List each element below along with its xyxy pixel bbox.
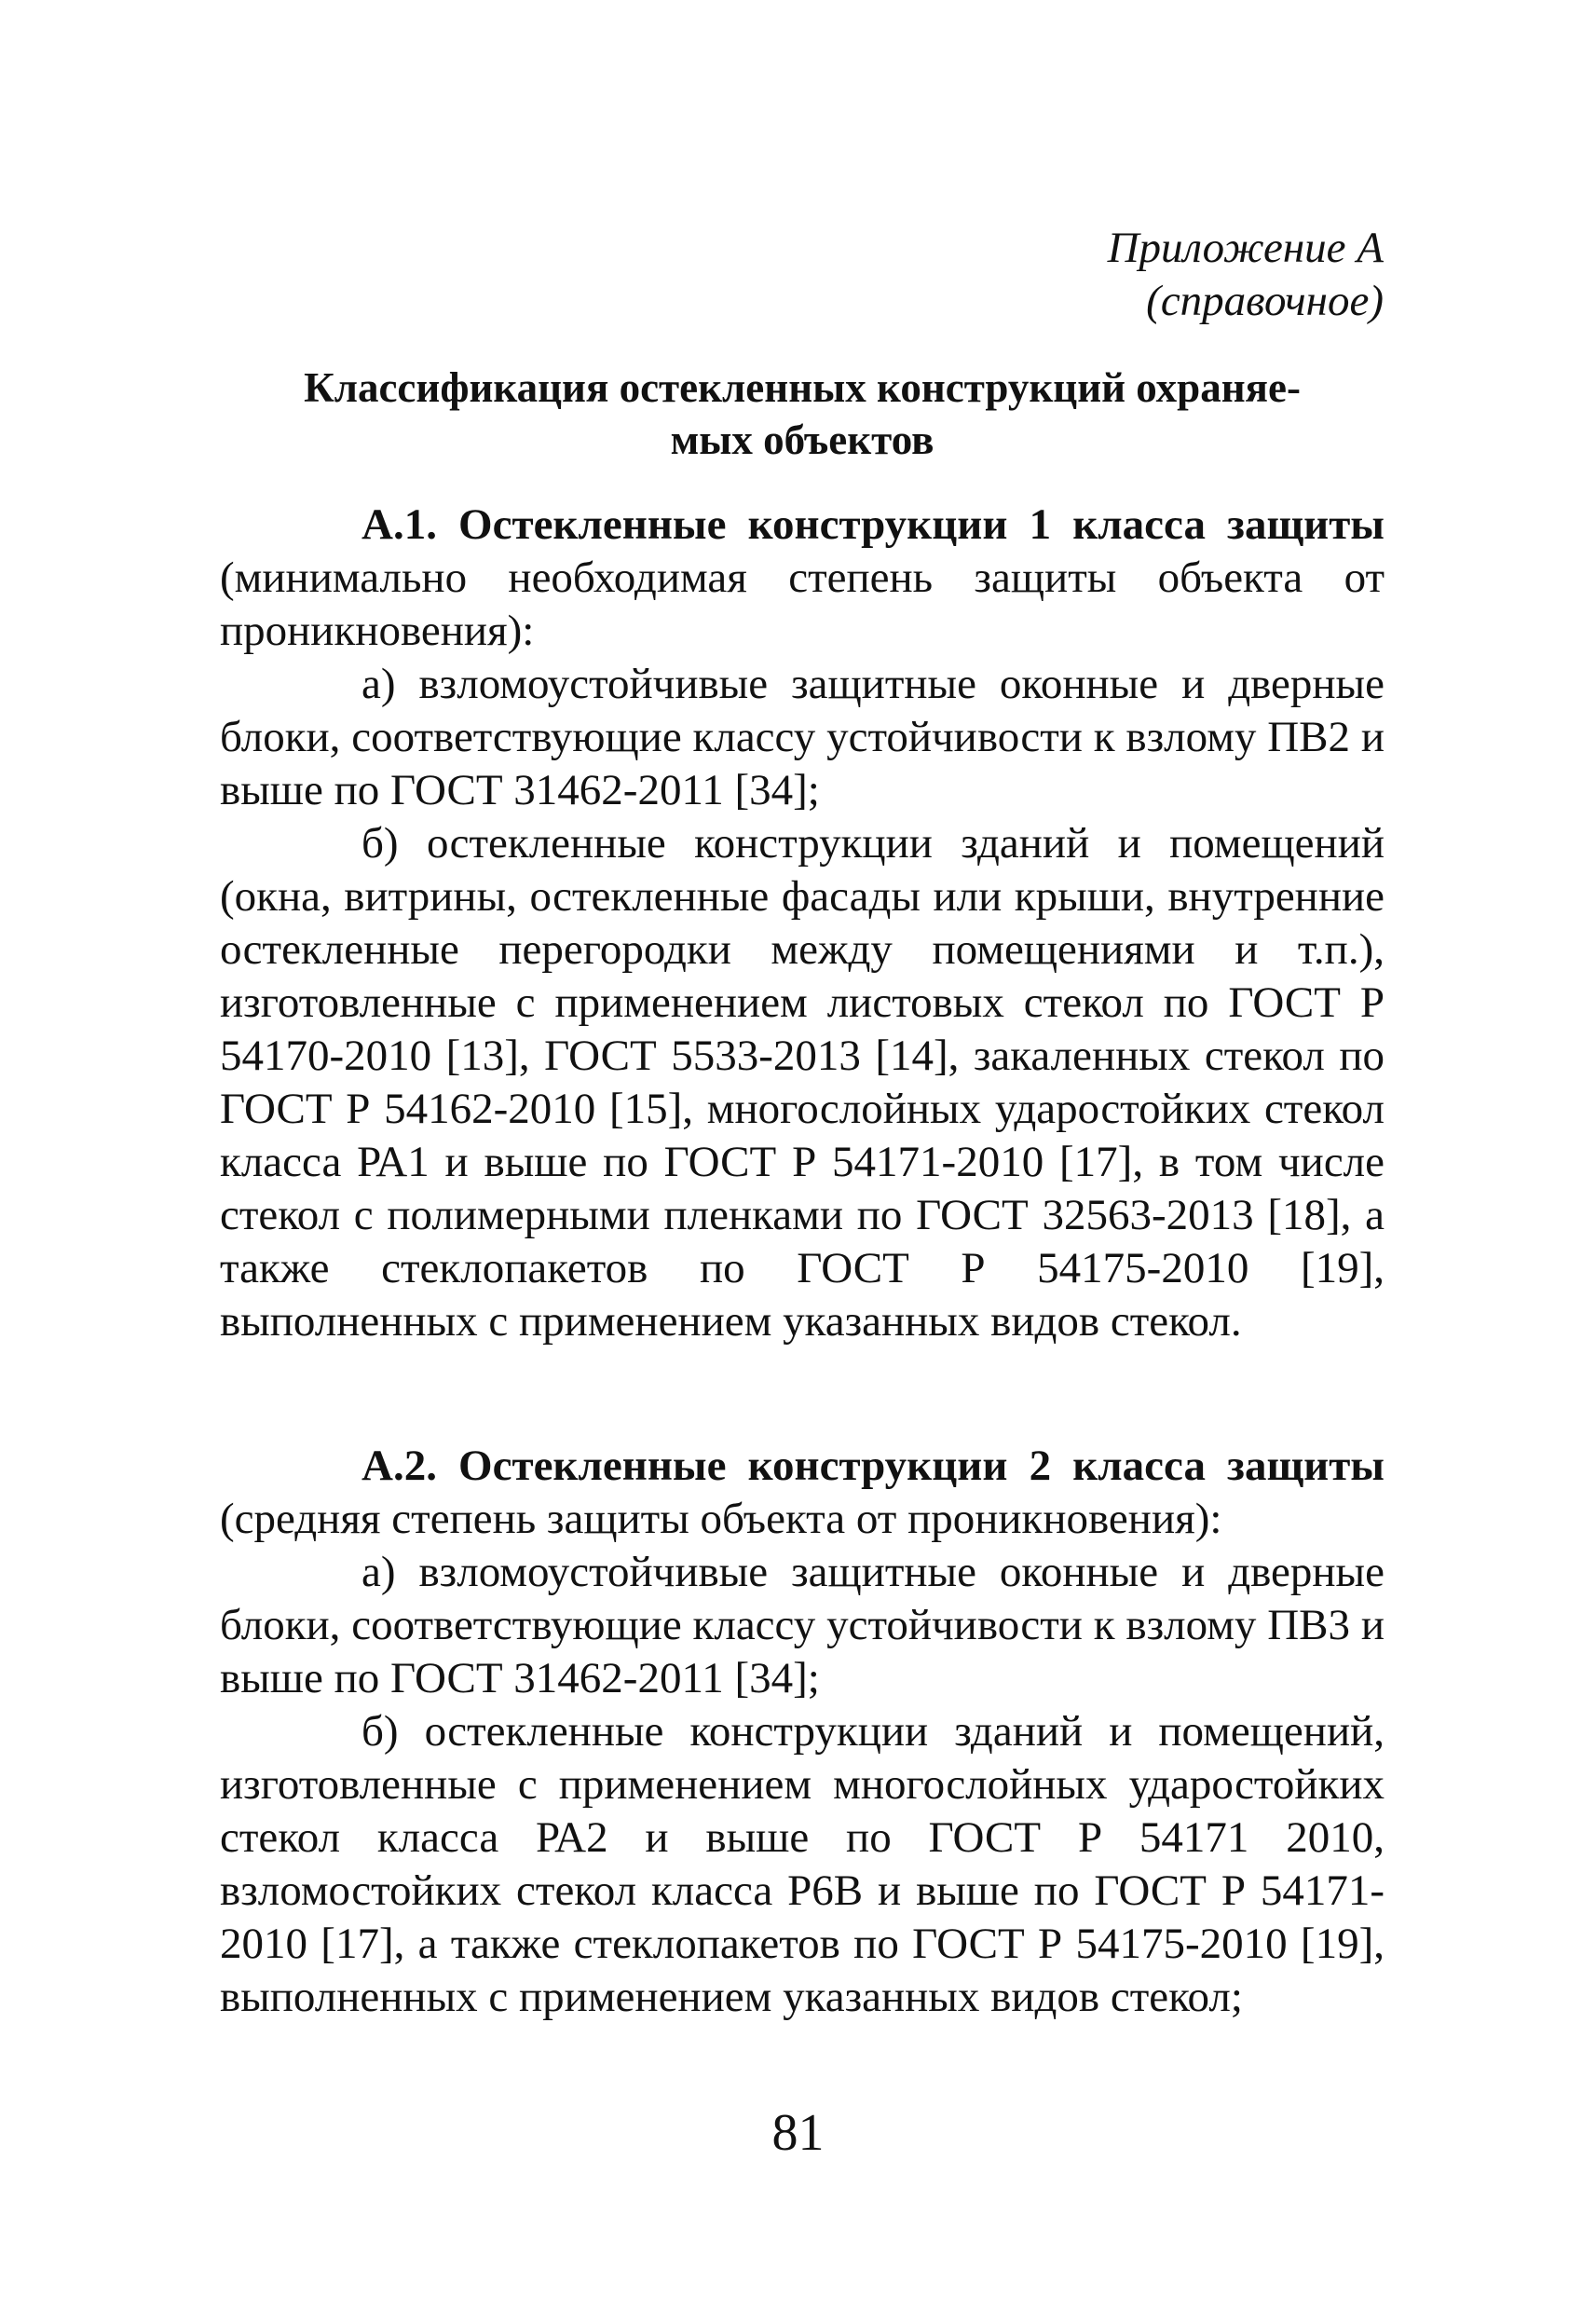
appendix-label <box>1108 222 1384 328</box>
section-a1-item-b: б) остекленные конструкции зданий и помещений (окна, витрины, остекленные фасады или крыши, внутренние остекленные перегородки между помещениями и т.п.), изготовленные с применением листовых стекол по ГОСТ Р 54170-2010 [13], ГОСТ 5533-2013 [14], закаленных стекол по ГОСТ Р 54162-2010 [15], многослойных ударостойких стекол класса РА1 и выше по ГОСТ Р 54171-2010 [17], в том числе стекол с полимерными пленками по ГОСТ 32563-2013 [18], а также стеклопакетов по ГОСТ Р 54175-2010 [19], выполненных с применением указанных видов стекол. <box>220 819 1385 1346</box>
section-a2 <box>220 1440 1385 2024</box>
section-a2-item-b: б) остекленные конструкции зданий и помещений, изготовленные с применением многослойных ударостойких стекол класса РА2 и выше по ГОСТ Р 54171 2010, взломостойких стекол класса Р6В и выше по ГОСТ Р 54171-2010 [17], а также стеклопакетов по ГОСТ Р 54175-2010 [19], выполненных с применением указанных видов стекол; <box>220 1707 1385 2021</box>
section-a2-description: (средняя степень защиты объекта от проникновения): <box>220 1495 1222 1543</box>
appendix-type: (справочное) <box>1146 277 1384 325</box>
section-a2-intro <box>220 1440 1385 1546</box>
document-title-line-1: Классификация остекленных конструкций охраняе- <box>304 364 1301 411</box>
document-title-line-2: мых объектов <box>670 417 934 463</box>
appendix-title: Приложение А <box>1107 224 1384 272</box>
section-a2-item-a: а) взломоустойчивые защитные оконные и дверные блоки, соответствующие классу устойчивости к взлому ПВ3 и выше по ГОСТ 31462-2011 [34]; <box>220 1548 1385 1702</box>
section-a1-heading: А.1. Остекленные конструкции 1 класса защиты <box>361 500 1385 549</box>
document-title <box>220 362 1385 466</box>
section-a1-description: (минимально необходимая степень защиты объекта от проникновения): <box>220 554 1385 655</box>
section-a2-heading: А.2. Остекленные конструкции 2 класса защиты <box>361 1442 1385 1490</box>
page-number: 81 <box>771 2104 825 2162</box>
section-a1-item-a: а) взломоустойчивые защитные оконные и дверные блоки, соответствующие классу устойчивости к взлому ПВ2 и выше по ГОСТ 31462-2011 [34]; <box>220 660 1385 814</box>
section-a1 <box>220 499 1385 1348</box>
section-a1-intro <box>220 499 1385 658</box>
